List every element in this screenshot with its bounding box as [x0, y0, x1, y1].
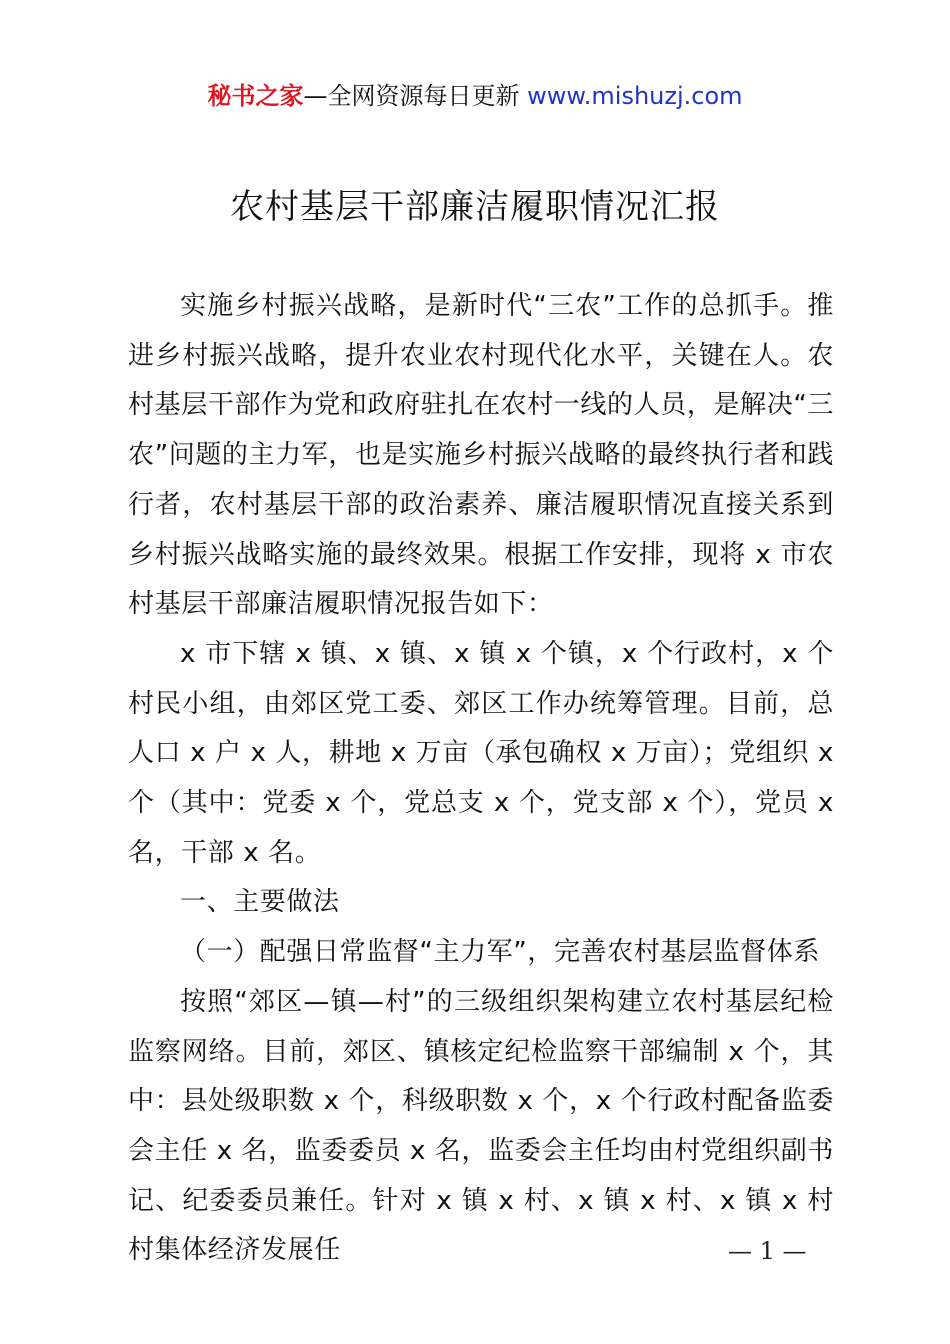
- site-header: [0, 80, 950, 112]
- document-title: 农村基层干部廉洁履职情况汇报: [230, 187, 720, 227]
- document-body: [128, 282, 834, 1276]
- paragraph-supervision: 按照“郊区—镇—村”的三级组织架构建立农村基层纪检监察网络。目前，郊区、镇核定纪检监察干部编制 x 个，其中：县处级职数 x 个，科级职数 x 个，x 个行政村配备监委会主任 x 名，监委委员 x 名，监委会主任均由村党组织副书记、纪委委员兼任。针对 x 镇 x 村、x 镇 x 村、x 镇 x 村村集体经济发展任: [128, 986, 834, 1266]
- site-brand: 秘书之家: [207, 82, 304, 110]
- paragraph-intro: 实施乡村振兴战略，是新时代“三农”工作的总抓手。推进乡村振兴战略，提升农业农村现代化水平，关键在人。农村基层干部作为党和政府驻扎在农村一线的人员，是解决“三农”问题的主力军，也是实施乡村振兴战略的最终执行者和践行者，农村基层干部的政治素养、廉洁履职情况直接关系到乡村振兴战略实施的最终效果。根据工作安排，现将 x 市农村基层干部廉洁履职情况报告如下：: [128, 291, 834, 620]
- paragraph-overview: x 市下辖 x 镇、x 镇、x 镇 x 个镇，x 个行政村，x 个村民小组，由郊区党工委、郊区工作办统筹管理。目前，总人口 x 户 x 人，耕地 x 万亩（承包确权 x 万亩）；党组织 x 个（其中：党委 x 个，党总支 x 个，党支部 x 个），党员 x 名，干部 x 名。: [128, 638, 834, 868]
- page-number: — 1 —: [728, 1237, 807, 1265]
- site-tagline: —全网资源每日更新: [303, 82, 520, 110]
- subsection-heading: （一）配强日常监督“主力军”，完善农村基层监督体系: [180, 937, 820, 968]
- site-url-link[interactable]: www.mishuzj.com: [527, 82, 743, 110]
- section-heading: 一、主要做法: [180, 887, 340, 918]
